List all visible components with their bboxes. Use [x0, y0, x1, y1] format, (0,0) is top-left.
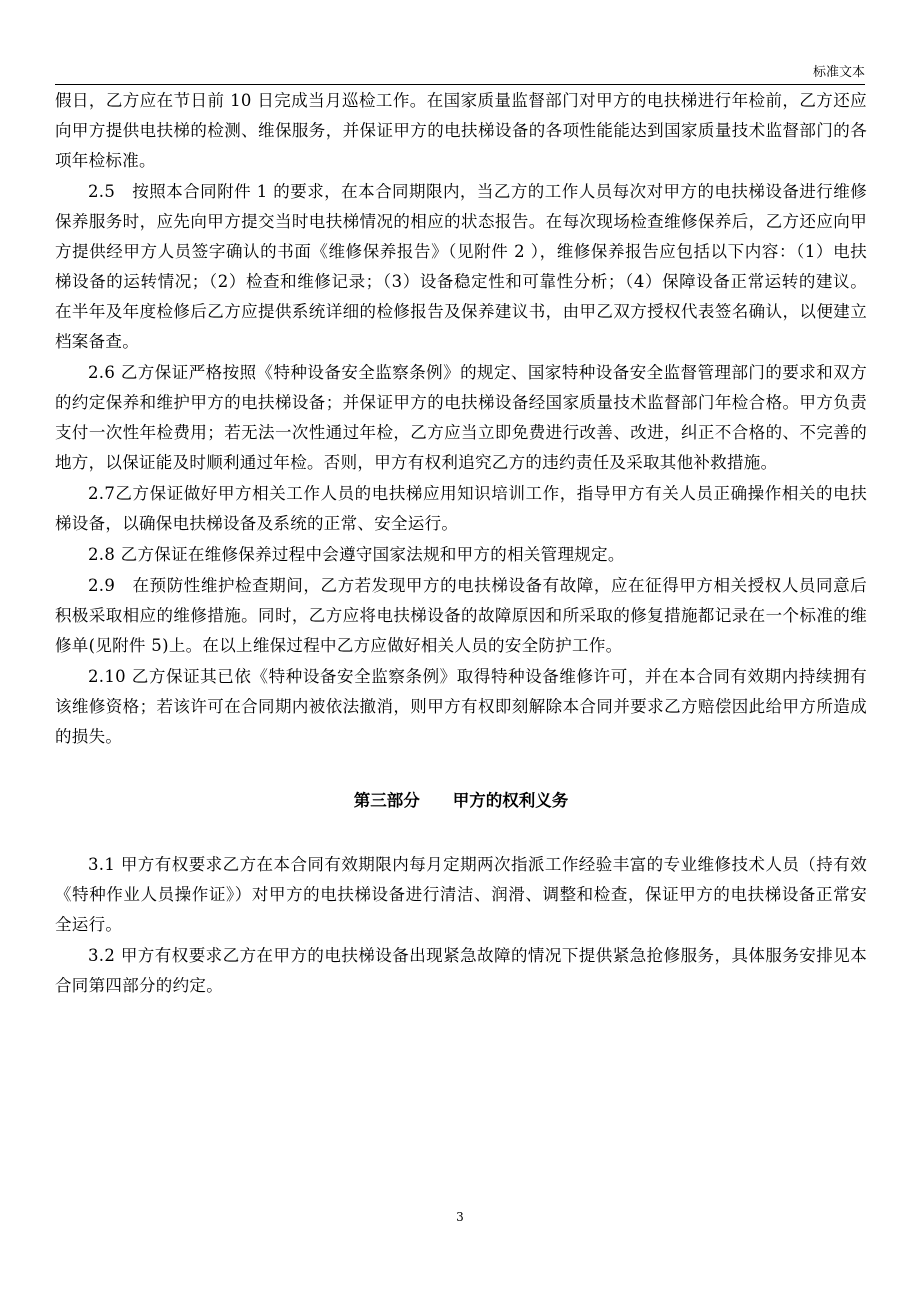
document-body: [55, 86, 867, 1002]
paragraph-2-7: 2.7乙方保证做好甲方相关工作人员的电扶梯应用知识培训工作，指导甲方有关人员正确操作相关的电扶梯设备，以确保电扶梯设备及系统的正常、安全运行。: [55, 484, 867, 533]
paragraph-continuation: 假日，乙方应在节日前 10 日完成当月巡检工作。在国家质量监督部门对甲方的电扶梯进行年检前，乙方还应向甲方提供电扶梯的检测、维保服务，并保证甲方的电扶梯设备的各项性能能达到国家质量技术监督部门的各项年检标准。: [55, 91, 867, 170]
paragraph-2-10: 2.10 乙方保证其已依《特种设备安全监察条例》取得特种设备维修许可，并在本合同有效期内持续拥有该维修资格；若该许可在合同期内被依法撤消，则甲方有权即刻解除本合同并要求乙方赔偿因此给甲方所造成的损失。: [55, 667, 867, 746]
header-label: 标准文本: [812, 65, 865, 80]
page-number: 3: [456, 1210, 464, 1224]
section-title: 第三部分 甲方的权利义务: [353, 791, 569, 810]
paragraph-2-9: 2.9 在预防性维护检查期间，乙方若发现甲方的电扶梯设备有故障，应在征得甲方相关授权人员同意后积极采取相应的维修措施。同时，乙方应将电扶梯设备的故障原因和所采取的修复措施都记录在一个标准的维修单(见附件 5)上。在以上维保过程中乙方应做好相关人员的安全防护工作。: [55, 576, 867, 655]
paragraph-3-2: 3.2 甲方有权要求乙方在甲方的电扶梯设备出现紧急故障的情况下提供紧急抢修服务，具体服务安排见本合同第四部分的约定。: [55, 946, 867, 995]
page-header: [55, 62, 865, 85]
paragraph-2-5: 2.5 按照本合同附件 1 的要求，在本合同期限内，当乙方的工作人员每次对甲方的电扶梯设备进行维修保养服务时，应先向甲方提交当时电扶梯情况的相应的状态报告。在每次现场检查维修保养后，乙方还应向甲方提供经甲方人员签字确认的书面《维修保养报告》（见附件 2 ），维修保养报告应包括以下内容：（1）电扶梯设备的运转情况；（2）检查和维修记录；（3）设备稳定性和可靠性分析；（4）保障设备正常运转的建议。在半年及年度检修后乙方应提供系统详细的检修报告及保养建议书，由甲乙双方授权代表签名确认，以便建立档案备查。: [55, 182, 867, 351]
paragraph-2-8: 2.8 乙方保证在维修保养过程中会遵守国家法规和甲方的相关管理规定。: [88, 545, 625, 564]
paragraph-2-6: 2.6 乙方保证严格按照《特种设备安全监察条例》的规定、国家特种设备安全监督管理部门的要求和双方的约定保养和维护甲方的电扶梯设备；并保证甲方的电扶梯设备经国家质量技术监督部门年检合格。甲方负责支付一次性年检费用；若无法一次性通过年检，乙方应当立即免费进行改善、改进，纠正不合格的、不完善的地方，以保证能及时顺利通过年检。否则，甲方有权利追究乙方的违约责任及采取其他补救措施。: [55, 363, 867, 472]
paragraph-3-1: 3.1 甲方有权要求乙方在本合同有效期限内每月定期两次指派工作经验丰富的专业维修技术人员（持有效《特种作业人员操作证》）对甲方的电扶梯设备进行清洁、润滑、调整和检查，保证甲方的电扶梯设备正常安全运行。: [55, 855, 867, 934]
